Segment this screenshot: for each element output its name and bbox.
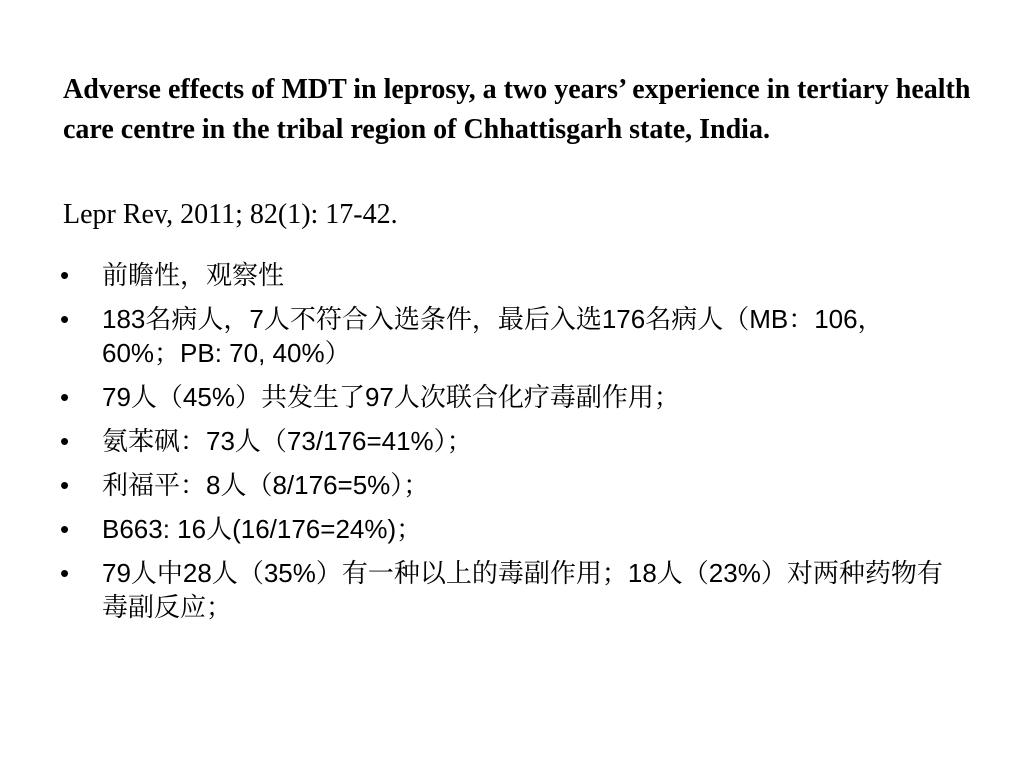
bullet-item bbox=[60, 512, 960, 546]
bullet-item bbox=[60, 556, 960, 624]
bullet-text: 前瞻性，观察性 bbox=[102, 260, 285, 290]
bullet-marker: • bbox=[60, 304, 70, 334]
bullet-text: 183名病人，7人不符合入选条件，最后入选176名病人（MB：106，60%；PB: 70, 40%） bbox=[102, 304, 884, 368]
bullet-text: 79人中28人（35%）有一种以上的毒副作用；18人（23%）对两种药物有毒副反应； bbox=[102, 558, 943, 622]
bullet-item bbox=[60, 302, 960, 370]
bullet-text: 利福平：8人（8/176=5%）； bbox=[102, 470, 430, 500]
bullet-marker: • bbox=[60, 382, 70, 412]
bullet-marker: • bbox=[60, 558, 70, 588]
bullet-item bbox=[60, 424, 960, 458]
bullet-item bbox=[60, 380, 960, 414]
bullet-marker: • bbox=[60, 426, 70, 456]
bullet-list bbox=[60, 258, 960, 634]
bullet-item bbox=[60, 258, 960, 292]
bullet-item bbox=[60, 468, 960, 502]
bullet-marker: • bbox=[60, 260, 70, 290]
bullet-text: B663: 16人(16/176=24%)； bbox=[102, 514, 423, 544]
bullet-text: 氨苯砜：73人（73/176=41%）； bbox=[102, 426, 473, 456]
bullet-marker: • bbox=[60, 470, 70, 500]
slide-title: Adverse effects of MDT in leprosy, a two years’ experience in tertiary health care centre in the tribal region of Chhattisgarh state, India. bbox=[63, 74, 971, 145]
citation: Lepr Rev, 2011; 82(1): 17-42. bbox=[63, 199, 398, 230]
bullet-marker: • bbox=[60, 514, 70, 544]
bullet-text: 79人（45%）共发生了97人次联合化疗毒副作用； bbox=[102, 382, 680, 412]
